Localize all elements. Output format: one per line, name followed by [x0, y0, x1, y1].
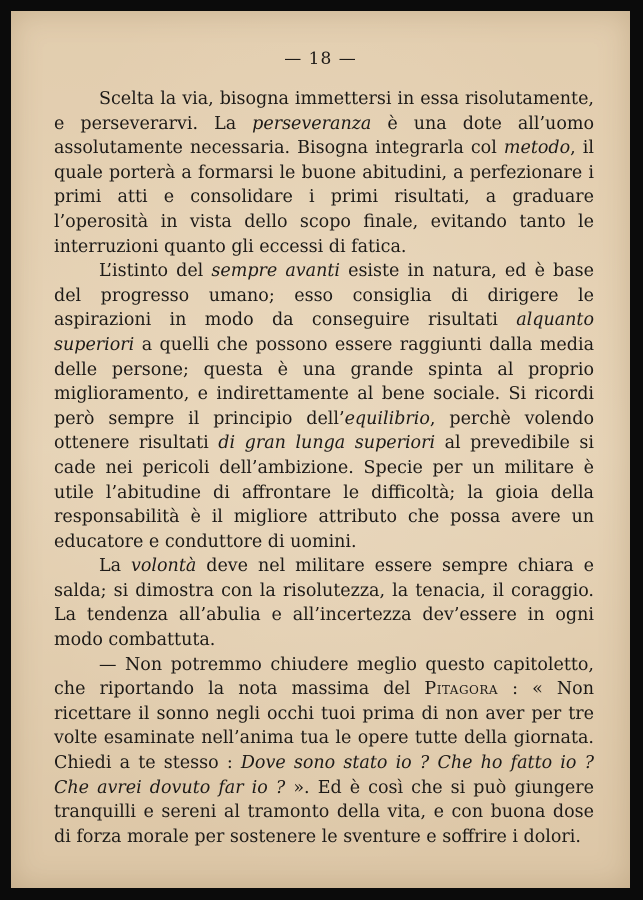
emphasis: perseveranza: [252, 113, 372, 134]
emphasis: di gran lunga superiori: [218, 433, 436, 454]
text-run: esiste in natura, ed è base del progresso umano; esso consiglia di dirigere le aspirazioni in modo da conseguire risultati: [54, 261, 594, 331]
emphasis: metodo: [503, 138, 571, 159]
text-run: Scelta la via, bisogna immettersi in essa risolutamente, e perseverarvi. La: [54, 89, 594, 134]
text-run: La: [99, 556, 131, 577]
paragraph: [54, 653, 594, 850]
page-number: — 18 —: [284, 49, 357, 69]
emphasis: equilibrio: [344, 408, 430, 429]
paragraph: [54, 259, 594, 554]
text-run: , perchè volendo ottenere risultati: [54, 408, 594, 454]
book-page: [11, 11, 630, 888]
text-run: al prevedibile si cade nei pericoli dell’ambizione. Specie per un militare è utile l’abitudine di affrontare le difficoltà; la gioia della responsabilità è il migliore attributo che possa avere un educatore e conduttore di uomini.: [54, 433, 594, 552]
text-run: ». Ed è così che si può giungere tranquilli e sereni al tramonto della vita, e con buona dose di forza morale per sostenere le sventure e soffrire i dolori.: [54, 777, 595, 847]
text-run: è una dote all’uomo assolutamente necessaria. Bisogna integrarla col: [54, 113, 594, 159]
body-text: [54, 87, 594, 849]
text-run: , il quale porterà a formarsi le buone abitudini, a perfezionare i primi atti e consolidare i primi risultati, a graduare l’operosità in vista dello scopo finale, evitando tanto le interruzioni quanto gli eccessi di fatica.: [54, 138, 594, 257]
text-run: deve nel militare essere sempre chiara e salda; si dimostra con la risolutezza, la tenacia, il coraggio. La tendenza all’abulia e all’incertezza dev’essere in ogni modo combattuta.: [54, 556, 594, 651]
paragraph: [54, 554, 594, 652]
author-name: Pitagora: [424, 679, 499, 700]
text-run: L’istinto del: [99, 261, 212, 282]
emphasis: sempre avanti: [211, 261, 340, 282]
emphasis: volontà: [131, 556, 197, 577]
text-run: — Non potremmo chiudere meglio questo capitoletto, che riportando la nota massima del: [54, 654, 594, 700]
text-run: a quelli che possono essere raggiunti dalla media delle persone; questa è una grande spinta al proprio miglioramento, e indirettamente al bene sociale. Si ricordi però sempre il principio dell’: [54, 334, 594, 429]
paragraph: [54, 87, 594, 259]
emphasis: Dove sono stato io ? Che ho fatto io ? Che avrei dovuto far io ?: [54, 753, 595, 798]
text-run: : « Non ricettare il sonno negli occhi tuoi prima di non aver per tre volte esaminate nell’anima tua le opere tutte della giornata. Chiedi a te stesso :: [54, 679, 594, 774]
emphasis: alquanto superiori: [54, 310, 594, 355]
